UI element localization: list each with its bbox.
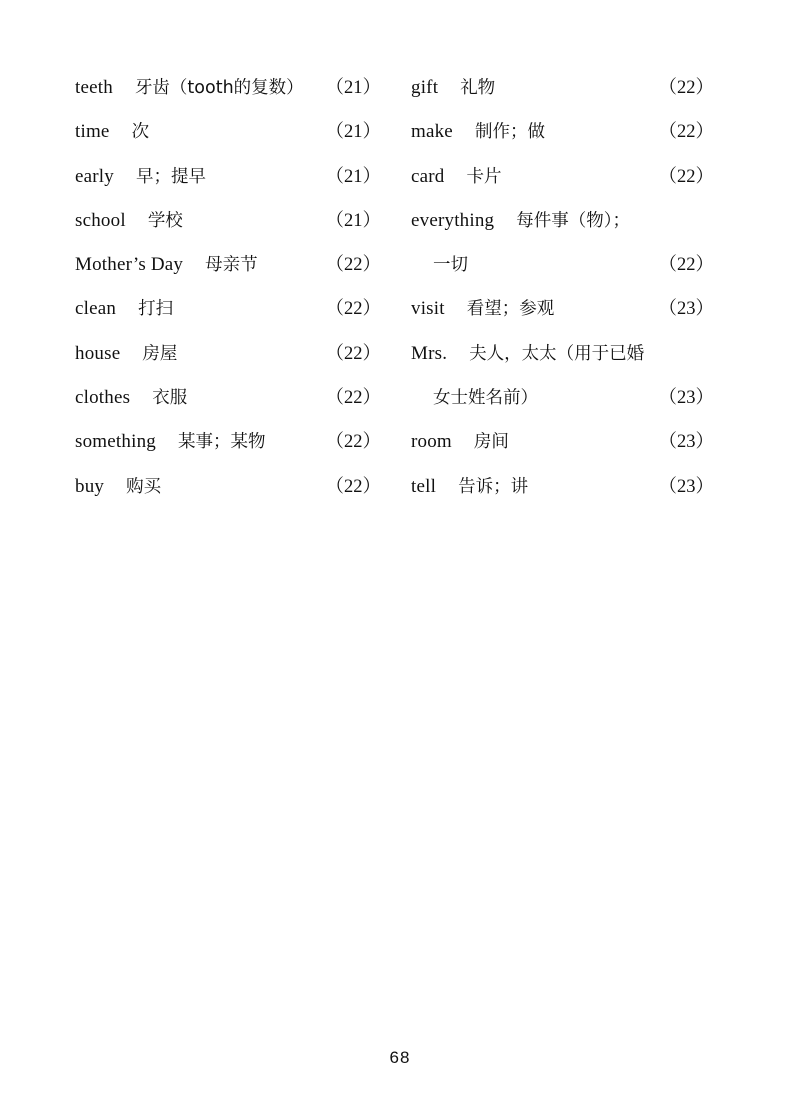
vocab-meaning: 学校	[147, 210, 183, 231]
vocab-meaning: 房间	[473, 432, 509, 453]
vocab-word: school	[75, 209, 126, 231]
vocab-word: card	[411, 165, 445, 187]
vocab-word: something	[75, 431, 156, 453]
vocab-entry-continuation	[411, 376, 714, 420]
vocab-word: tell	[411, 475, 437, 497]
vocab-entry	[411, 420, 714, 464]
vocab-meaning: 次	[131, 122, 150, 143]
vocab-entry	[411, 66, 714, 110]
vocab-lesson-number: （23）	[658, 432, 714, 453]
vocab-meaning: 早；提早	[135, 166, 206, 187]
vocab-meaning: 一切	[433, 255, 468, 276]
vocab-meaning: 礼物	[460, 78, 496, 98]
vocab-entry	[75, 243, 381, 287]
vocab-entry	[411, 155, 714, 199]
vocab-lesson-number: （22）	[325, 343, 381, 364]
vocab-word: time	[75, 121, 110, 143]
vocab-lesson-number: （21）	[325, 210, 381, 231]
vocab-word: everything	[411, 209, 495, 231]
vocab-word: house	[75, 342, 121, 364]
vocab-entry-continuation	[411, 243, 714, 287]
vocab-lesson-number: （22）	[325, 388, 381, 409]
vocab-lesson-number: （21）	[325, 78, 381, 98]
vocab-entry	[75, 155, 381, 199]
vocab-entry	[75, 199, 381, 243]
vocab-entry	[75, 332, 381, 376]
vocab-lesson-number: （23）	[658, 388, 714, 409]
vocab-word: teeth	[75, 77, 113, 98]
vocab-word: clean	[75, 298, 117, 320]
vocab-meaning: 打扫	[138, 299, 174, 320]
vocab-entry	[411, 287, 714, 331]
vocab-lesson-number: （22）	[658, 166, 714, 187]
vocab-lesson-number: （23）	[658, 299, 714, 320]
vocab-entry	[75, 66, 381, 110]
vocab-lesson-number: （22）	[325, 476, 381, 497]
vocab-word: buy	[75, 475, 105, 497]
vocab-entry	[75, 110, 381, 154]
vocab-entry	[411, 110, 714, 154]
vocab-word: clothes	[75, 387, 131, 409]
vocab-meaning: 牙齿（tooth的复数）	[134, 78, 304, 98]
vocab-meaning: 看望；参观	[466, 299, 555, 320]
vocab-word: room	[411, 431, 452, 453]
vocab-lesson-number: （22）	[658, 255, 714, 276]
page-number: 68	[389, 1048, 411, 1067]
vocab-entry	[75, 420, 381, 464]
vocab-word: Mother’s Day	[75, 254, 184, 276]
vocab-word: make	[411, 121, 453, 143]
vocabulary-column-right	[411, 66, 714, 509]
vocab-entry	[75, 465, 381, 509]
vocab-lesson-number: （22）	[325, 255, 381, 276]
vocab-meaning: 卡片	[466, 166, 502, 187]
vocabulary-column-left	[75, 66, 381, 509]
vocab-meaning: 夫人，太太（用于已婚	[469, 343, 645, 364]
vocab-lesson-number: （21）	[325, 122, 381, 143]
vocab-lesson-number: （22）	[658, 122, 714, 143]
vocab-lesson-number: （22）	[325, 299, 381, 320]
vocab-entry	[411, 465, 714, 509]
vocab-entry	[411, 332, 714, 376]
vocab-word: early	[75, 165, 114, 187]
vocab-entry	[75, 376, 381, 420]
vocab-entry	[75, 287, 381, 331]
vocab-word: visit	[411, 298, 445, 320]
vocab-lesson-number: （23）	[658, 476, 714, 497]
vocab-meaning: 母亲节	[205, 255, 258, 276]
vocab-meaning: 某事；某物	[177, 432, 266, 453]
vocab-lesson-number: （21）	[325, 166, 381, 187]
vocab-lesson-number: （22）	[325, 432, 381, 453]
vocab-word: gift	[411, 77, 439, 98]
vocab-meaning: 告诉；讲	[458, 476, 529, 497]
vocab-meaning: 房屋	[142, 343, 178, 364]
vocab-meaning: 购买	[126, 476, 162, 497]
vocab-meaning: 衣服	[152, 388, 188, 409]
vocab-lesson-number: （22）	[658, 78, 714, 98]
vocab-meaning: 制作；做	[474, 122, 545, 143]
vocab-meaning: 女士姓名前）	[433, 388, 538, 409]
vocab-meaning: 每件事（物）；	[516, 210, 631, 231]
vocab-word: Mrs.	[411, 342, 448, 364]
vocab-entry	[411, 199, 714, 243]
